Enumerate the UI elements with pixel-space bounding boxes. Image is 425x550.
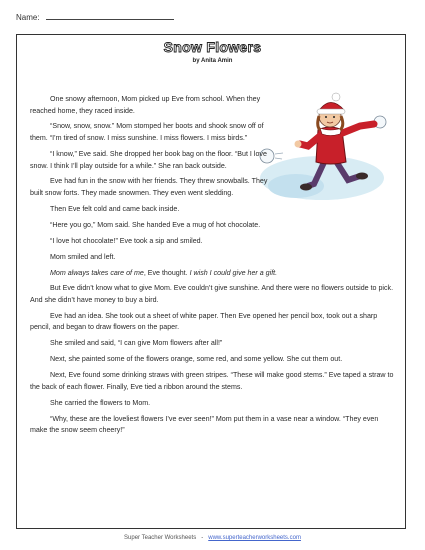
story-paragraph: She carried the flowers to Mom. — [50, 398, 151, 407]
story-paragraph: Next, she painted some of the flowers orange, some red, and some yellow. She cut them out. — [50, 355, 343, 364]
footer-website-link[interactable]: www.superteacherworksheets.com — [208, 535, 301, 541]
story-title: Snow Flowers — [163, 39, 262, 55]
italic-thought: I wish I could give her a gift. — [189, 268, 278, 277]
italic-thought: Mom always takes care of me — [50, 268, 144, 277]
story-paragraph: Next, Eve found some drinking straws with green stripes. “These will make good stems.” Eve taped a straw to the back of each flower. Finally, Eve tied a ribbon around the stems. — [30, 371, 394, 391]
name-label: Name: — [16, 13, 40, 22]
footer-site-name: Super Teacher Worksheets — [124, 535, 197, 541]
story-paragraph: One snowy afternoon, Mom picked up Eve from school. When they reached home, they raced inside. — [30, 95, 261, 115]
story-paragraph: “Snow, snow, snow.” Mom stomped her boots and shook snow off of them. “I’m tired of snow. I miss sunshine. I miss flowers. I miss birds.” — [30, 122, 264, 143]
story-paragraph: “Here you go,” Mom said. She handed Eve a mug of hot chocolate. — [50, 220, 261, 229]
story-text — [30, 94, 396, 441]
name-field-row — [16, 12, 174, 22]
page-footer — [0, 535, 425, 541]
name-input-line[interactable] — [46, 12, 174, 20]
story-paragraph: But Eve didn’t know what to give Mom. Eve couldn’t give sunshine. And there were no flowers outside to pick. And she didn’t have money to buy a bird. — [30, 284, 394, 304]
story-paragraph: “Why, these are the loveliest flowers I’ve ever seen!” Mom put them in a vase near a window. “They even make the snow seem cheery!” — [30, 414, 379, 435]
story-paragraph: “I love hot chocolate!” Eve took a sip and smiled. — [50, 236, 203, 245]
story-paragraph: Eve had an idea. She took out a sheet of white paper. Then Eve opened her pencil box, took out a sharp pencil, and began to draw flowers on the paper. — [30, 311, 378, 332]
footer-separator: - — [201, 535, 204, 541]
story-paragraph: Mom smiled and left. — [50, 252, 116, 261]
story-paragraph — [30, 268, 396, 280]
story-paragraph: Then Eve felt cold and came back inside. — [50, 204, 180, 213]
story-paragraph: Eve had fun in the snow with her friends. They threw snowballs. They built snow forts. They made snowmen. They even went sledding. — [30, 177, 268, 198]
story-paragraph: She smiled and said, “I can give Mom flowers after all!” — [50, 339, 223, 348]
thought-connector: , Eve thought. — [143, 268, 190, 277]
story-paragraph: “I know,” Eve said. She dropped her book bag on the floor. “But I love snow. I think I’ll play outside for a while.” She ran back outside. — [30, 149, 267, 170]
story-byline: by Anita Amin — [192, 58, 233, 64]
